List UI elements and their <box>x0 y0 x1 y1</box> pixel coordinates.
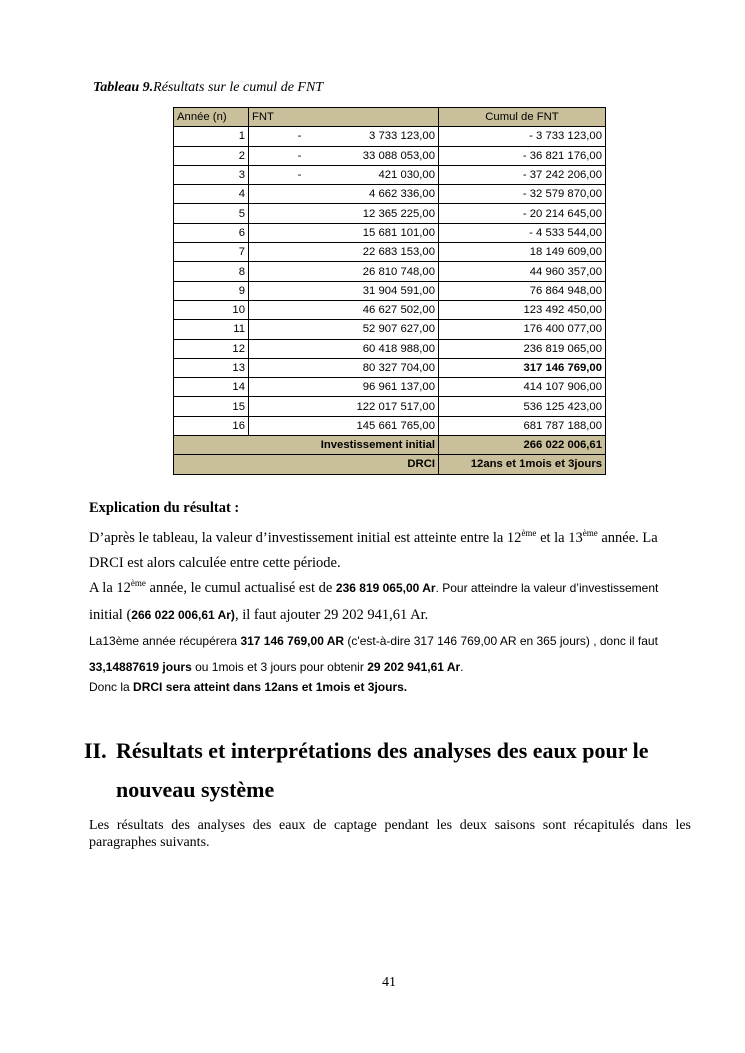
fnt-cell <box>249 204 439 223</box>
fnt-cell <box>249 243 439 262</box>
fnt-value: 31 904 591,00 <box>362 284 435 297</box>
cumul-cell: 414 107 906,00 <box>439 378 606 397</box>
section-number: II. <box>84 738 107 763</box>
year-cell: 13 <box>174 358 249 377</box>
explanation-paragraph-3 <box>89 628 691 680</box>
table-footer-drci <box>174 455 606 474</box>
fnt-value: 145 661 765,00 <box>356 419 435 432</box>
cumul-cell: 536 125 423,00 <box>439 397 606 416</box>
superscript: ème <box>130 578 146 589</box>
sign: - <box>297 130 302 143</box>
table-caption <box>93 80 323 96</box>
cumul-cell: - 4 533 544,00 <box>439 223 606 242</box>
cumul-cell: - 32 579 870,00 <box>439 185 606 204</box>
sign <box>252 263 347 281</box>
text: D’après le tableau, la valeur d’investissement initial est atteinte entre la 12 <box>89 530 522 546</box>
fnt-value: 96 961 137,00 <box>362 381 435 394</box>
fnt-cell <box>249 281 439 300</box>
text: Donc la <box>89 680 134 694</box>
sign <box>252 320 347 338</box>
cumul-cell: 681 787 188,00 <box>439 416 606 435</box>
footer-label: Investissement initial <box>174 436 439 455</box>
sign <box>252 378 347 396</box>
bold-value: 317 146 769,00 AR <box>240 634 345 648</box>
table-row <box>174 223 606 242</box>
cumul-cell: 176 400 077,00 <box>439 320 606 339</box>
text: A la 12 <box>89 580 131 596</box>
table-row <box>174 339 606 358</box>
year-cell: 15 <box>174 397 249 416</box>
year-cell: 3 <box>174 165 249 184</box>
table-footer-invest <box>174 436 606 455</box>
bold-value: 266 022 006,61 Ar) <box>131 608 235 622</box>
fnt-cell <box>249 127 439 146</box>
text: année, le cumul actualisé est de <box>145 580 336 596</box>
fnt-value: 26 810 748,00 <box>362 265 435 278</box>
explanation-paragraph-4 <box>89 680 691 694</box>
fnt-cell <box>249 165 439 184</box>
fnt-cell <box>249 223 439 242</box>
bold-value: 29 202 941,61 Ar <box>367 660 461 674</box>
year-cell: 16 <box>174 416 249 435</box>
year-cell: 4 <box>174 185 249 204</box>
table-header-row <box>174 108 606 127</box>
fnt-cell <box>249 262 439 281</box>
sign <box>252 359 347 377</box>
cumul-cell: 76 864 948,00 <box>439 281 606 300</box>
fnt-cell <box>249 416 439 435</box>
year-cell: 7 <box>174 243 249 262</box>
fnt-cell <box>249 378 439 397</box>
fnt-cell <box>249 146 439 165</box>
cumul-cell: - 37 242 206,00 <box>439 165 606 184</box>
year-cell: 10 <box>174 300 249 319</box>
year-cell: 1 <box>174 127 249 146</box>
text: DRCI est alors calculée entre cette période. <box>89 555 341 571</box>
sign <box>252 301 347 319</box>
year-cell: 14 <box>174 378 249 397</box>
table-row <box>174 262 606 281</box>
caption-label: Tableau 9. <box>93 80 154 95</box>
fnt-value: 15 681 101,00 <box>362 226 435 239</box>
bold-value: 33,14887619 jours <box>89 660 192 674</box>
explanation-heading: Explication du résultat : <box>89 500 240 516</box>
section-heading <box>84 738 648 764</box>
cumul-cell: 44 960 357,00 <box>439 262 606 281</box>
fnt-value: 46 627 502,00 <box>362 304 435 317</box>
fnt-cell <box>249 185 439 204</box>
cumul-cell: 18 149 609,00 <box>439 243 606 262</box>
year-cell: 8 <box>174 262 249 281</box>
fnt-cell <box>249 300 439 319</box>
header-cumul: Cumul de FNT <box>439 108 606 127</box>
fnt-value: 3 733 123,00 <box>369 130 435 143</box>
footer-label: DRCI <box>174 455 439 474</box>
year-cell: 9 <box>174 281 249 300</box>
table-row <box>174 358 606 377</box>
fnt-value: 4 662 336,00 <box>369 188 435 201</box>
text: . Pour atteindre la valeur d’investissement <box>435 581 659 595</box>
cumul-cell: 317 146 769,00 <box>439 358 606 377</box>
year-cell: 12 <box>174 339 249 358</box>
header-fnt: FNT <box>249 108 439 127</box>
table-row <box>174 204 606 223</box>
fnt-cell <box>249 358 439 377</box>
page-number: 41 <box>382 975 396 990</box>
section-title-line2: nouveau système <box>116 777 275 802</box>
superscript: ème <box>521 528 537 539</box>
sign <box>252 340 347 358</box>
table-row <box>174 127 606 146</box>
header-year: Année (n) <box>174 108 249 127</box>
text: . <box>460 660 464 674</box>
table-row <box>174 185 606 204</box>
fnt-value: 80 327 704,00 <box>362 362 435 374</box>
fnt-table <box>173 107 606 475</box>
sign <box>252 243 347 261</box>
bold-value: 236 819 065,00 Ar <box>335 581 436 595</box>
footer-value: 12ans et 1mois et 3jours <box>439 455 606 474</box>
text: (c'est-à-dire 317 146 769,00 AR en 365 jours) , donc il faut <box>344 634 658 648</box>
year-cell: 6 <box>174 223 249 242</box>
cumul-cell: - 36 821 176,00 <box>439 146 606 165</box>
section-title-line1: Résultats et interprétations des analyses des eaux pour le <box>116 738 649 763</box>
text: , il faut ajouter 29 202 941,61 Ar. <box>234 607 429 623</box>
sign: - <box>297 149 302 162</box>
text: et la 13 <box>536 530 583 546</box>
sign <box>252 185 347 203</box>
text: La13ème année récupérera <box>89 634 241 648</box>
fnt-cell <box>249 320 439 339</box>
table-row <box>174 165 606 184</box>
table-row <box>174 243 606 262</box>
table-row <box>174 300 606 319</box>
text: année. La <box>597 530 658 546</box>
table-row <box>174 378 606 397</box>
table-row <box>174 281 606 300</box>
fnt-value: 60 418 988,00 <box>362 342 435 355</box>
caption-title: Résultats sur le cumul de FNT <box>153 80 324 95</box>
fnt-value: 122 017 517,00 <box>356 400 435 413</box>
table-row <box>174 146 606 165</box>
sign <box>252 205 347 223</box>
year-cell: 2 <box>174 146 249 165</box>
explanation-paragraph-2 <box>89 575 691 629</box>
footer-value: 266 022 006,61 <box>439 436 606 455</box>
fnt-value: 12 365 225,00 <box>362 207 435 220</box>
sign: - <box>297 169 302 182</box>
fnt-cell <box>249 397 439 416</box>
sign <box>252 282 347 300</box>
table-row <box>174 320 606 339</box>
cumul-cell: - 3 733 123,00 <box>439 127 606 146</box>
fnt-value: 33 088 053,00 <box>362 149 435 162</box>
fnt-value: 22 683 153,00 <box>362 246 435 259</box>
superscript: ème <box>582 528 598 539</box>
text: initial ( <box>89 607 132 623</box>
explanation-paragraph-1 <box>89 526 691 576</box>
bold-conclusion: DRCI sera atteint dans 12ans et 1mois et 3jours. <box>133 680 408 694</box>
cumul-cell: 123 492 450,00 <box>439 300 606 319</box>
sign <box>252 417 347 435</box>
cumul-cell: - 20 214 645,00 <box>439 204 606 223</box>
cumul-cell: 236 819 065,00 <box>439 339 606 358</box>
year-cell: 11 <box>174 320 249 339</box>
year-cell: 5 <box>174 204 249 223</box>
sign <box>252 224 347 242</box>
section-body: Les résultats des analyses des eaux de captage pendant les deux saisons sont récapitulés dans les paragraphes suivants. <box>89 818 691 850</box>
fnt-value: 421 030,00 <box>378 169 435 182</box>
text: ou 1mois et 3 jours pour obtenir <box>191 660 368 674</box>
sign <box>252 398 347 416</box>
fnt-cell <box>249 339 439 358</box>
table-row <box>174 397 606 416</box>
fnt-value: 52 907 627,00 <box>362 323 435 336</box>
table-row <box>174 416 606 435</box>
